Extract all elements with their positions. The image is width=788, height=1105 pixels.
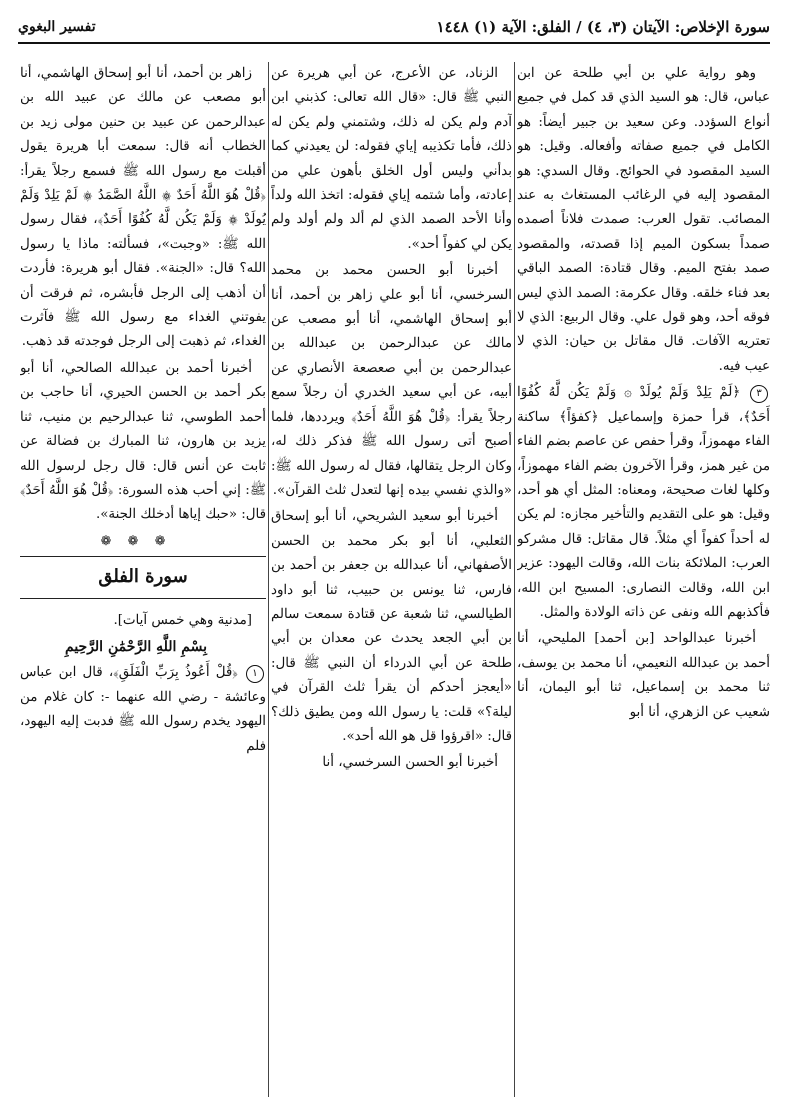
paragraph: أخبرنا أبو الحسن محمد بن محمد السرخسي، أنا أبو علي زاهر بن أحمد، أنا أبو إسحاق الهاشمي، أنا أبو مصعب عن مالك عن عبدالرحمن بن عبدالله بن عبدالرحمن بن أبي صعصعة الأنصاري عن أبيه، عن أبي سعيد الخدري أن رجلاً سمع رجلاً يقرأ: ﴿قُلْ هُوَ اللَّهُ أَحَدٌ﴾ ويرددها، فلما أصبح أتى رسول الله ﷺ فذكر ذلك له، وكان الرجل يتقالها، فقال له رسول الله ﷺ: «والذي نفسي بيده إنها لتعدل ثلث القرآن». bbox=[271, 263, 512, 498]
paragraph: الزناد، عن الأعرج، عن أبي هريرة عن النبي ﷺ قال: «قال الله تعالى: كذبني ابن آدم ولم يكن له ذلك، وشتمني ولم يكن له ذلك، فأما تكذيبه إياي فقوله: لن يعيدني كما بدأني وليس أول الخلق بأهون علي من إعادته، وأما شتمه إياي فقوله: اتخذ الله ولداً وأنا الأحد الصمد الذي لم ألد ولم أولد ولم يكن لي كفواً أحد». bbox=[271, 66, 512, 252]
column-divider bbox=[514, 62, 515, 1097]
paragraph bbox=[517, 381, 770, 625]
paragraph: زاهر بن أحمد، أنا أبو إسحاق الهاشمي، أنا أبو مصعب عن مالك عن عبيد الله بن عبدالرحمن عن عبيد بن حنين مولى زيد بن الخطاب أنه قال: سمعت أبا هريرة يقول أقبلت مع رسول الله ﷺ فسمع رجلاً يقرأ: ﴿قُلْ هُوَ اللَّهُ أَحَدٌ ۞ اللَّهُ الصَّمَدُ ۞ لَمْ يَلِدْ وَلَمْ يُولَدْ ۞ وَلَمْ يَكُن لَّهُ كُفُوًا أَحَدٌ﴾، فقال رسول الله ﷺ: «وجبت»، فسألته: ماذا يا رسول الله؟ قال: «الجنة». فقال أبو هريرة: فأردت أن أذهب إلى الرجل فأبشره، ثم فرقت أن يفوتني الغداء مع رسول الله ﷺ فآثرت الغداء، ثم ذهبت إلى الرجل فوجدته قد ذهب. bbox=[20, 66, 266, 350]
paragraph: أخبرنا عبدالواحد [بن أحمد] المليحي، أنا أحمد بن عبدالله النعيمي، أنا محمد بن يوسف، ثنا محمد بن إسماعيل، ثنا أبو اليمان، أنا شعيب عن الزهري، أنا أبو bbox=[517, 631, 770, 720]
surah-heading: سورة الفلق bbox=[20, 556, 266, 598]
paragraph: وهو رواية علي بن أبي طلحة عن ابن عباس، قال: هو السيد الذي قد كمل في جميع أنواع السؤدد. وعن سعيد بن جبير أيضاً: هو الكامل في جميع صفاته وأفعاله. وقيل: هو السيد المقصود في الحوائج. وقال السدي: هو المقصود إليه في الرغائب المستغاث به عند المصائب. تقول العرب: صمدت فلاناً أصمده صمداً بسكون الميم إذا قصدته، والمقصود صمد بفتح الميم. وقال قتادة: الصمد الباقي بعد فناء خلقه. وقال عكرمة: الصمد الذي ليس فوقه أحد، وهو قول علي. وقال الربيع: الذي لا تعتريه الآفات. قال مقاتل بن حيان: الذي لا عيب فيه. bbox=[517, 66, 770, 374]
paragraph: أخبرنا أبو الحسن السرخسي، أنا bbox=[322, 755, 498, 771]
paragraph: أخبرنا أحمد بن عبدالله الصالحي، أنا أبو بكر أحمد بن الحسن الحيري، أنا حاجب بن أحمد الطوسي، ثنا عبدالرحيم بن منيب، ثنا يزيد بن هارون، ثنا المبارك بن فضالة عن ثابت عن أنس قال: قال رجل لرسول الله ﷺ: إني أحب هذه السورة: ﴿قُلْ هُوَ اللَّهُ أَحَدٌ﴾ قال: «حبك إياها أدخلك الجنة». bbox=[20, 360, 266, 523]
running-title: سورة الإخلاص: الآيتان (٣، ٤) / الفلق: الآية (١) ١٤٤٨ bbox=[436, 18, 770, 36]
paragraph-text: ﴿لَمْ يَلِدْ وَلَمْ يُولَدْ ۞ وَلَمْ يَكُن لَّهُ كُفُوًا أَحَدٌ﴾، قرأ حمزة وإسماعيل ﴿كفؤاً﴾ ساكنة الفاء مهموزاً، وقرأ حفص عن عاصم بضم الفاء من غير همز، وقرأ الآخرون بضم الفاء مهموزاً، وكلها لغات صحيحة، ومعناه: المثل أي هو أحد، وقيل: هو على التقديم والتأخير مجازه: لم يكن له أحداً كفواً أي مثلاً. قال مقاتل: قال مشركو العرب: الملائكة بنات الله، وقالت اليهود: عزير ابن الله، وقالت النصارى: المسيح ابن الله، فأكذبهم الله ونفى عن ذاته الولادة والمثل. bbox=[517, 385, 770, 620]
ayah-number-marker: ١ bbox=[246, 665, 264, 683]
book-title: تفسير البغوي bbox=[18, 19, 96, 35]
paragraph-text: ﴿قُلْ أَعُوذُ بِرَبِّ الْفَلَقِ﴾، قال ابن عباس وعائشة - رضي الله عنهما -: كان غلام من اليهود يخدم رسول الله ﷺ فدبت إليه اليهود، فلم bbox=[20, 665, 266, 754]
surah-note: [مدنية وهي خمس آيات]. bbox=[113, 612, 252, 628]
paragraph: أخبرنا أبو سعيد الشريحي، أنا أبو إسحاق الثعلبي، أنا أبو بكر محمد بن الحسن الأصفهاني، أنا عبدالله بن جعفر بن أحمد بن فارس، ثنا يونس بن حبيب، ثنا أبو داود الطيالسي، ثنا شعبة عن قتادة سمعت سالم بن أبي الجعد يحدث عن معدان بن أبي طلحة عن أبي الدرداء أن النبي ﷺ قال: «أيعجز أحدكم أن يقرأ ثلث القرآن في ليلة؟» قلت: يا رسول الله ومن يطيق ذلك؟ قال: «اقرؤوا قل هو الله أحد». bbox=[271, 509, 512, 744]
column-divider bbox=[268, 62, 269, 1097]
section-separator: ❁ ❁ ❁ bbox=[100, 533, 172, 549]
ayah-number-marker: ٣ bbox=[750, 385, 768, 403]
paragraph bbox=[20, 661, 266, 759]
left-column bbox=[20, 62, 266, 1097]
right-column bbox=[517, 62, 770, 1097]
middle-column bbox=[271, 62, 512, 1097]
page-header bbox=[18, 12, 770, 44]
basmala: بِسْمِ اللَّهِ الرَّحْمَٰنِ الرَّحِيمِ bbox=[65, 638, 207, 655]
